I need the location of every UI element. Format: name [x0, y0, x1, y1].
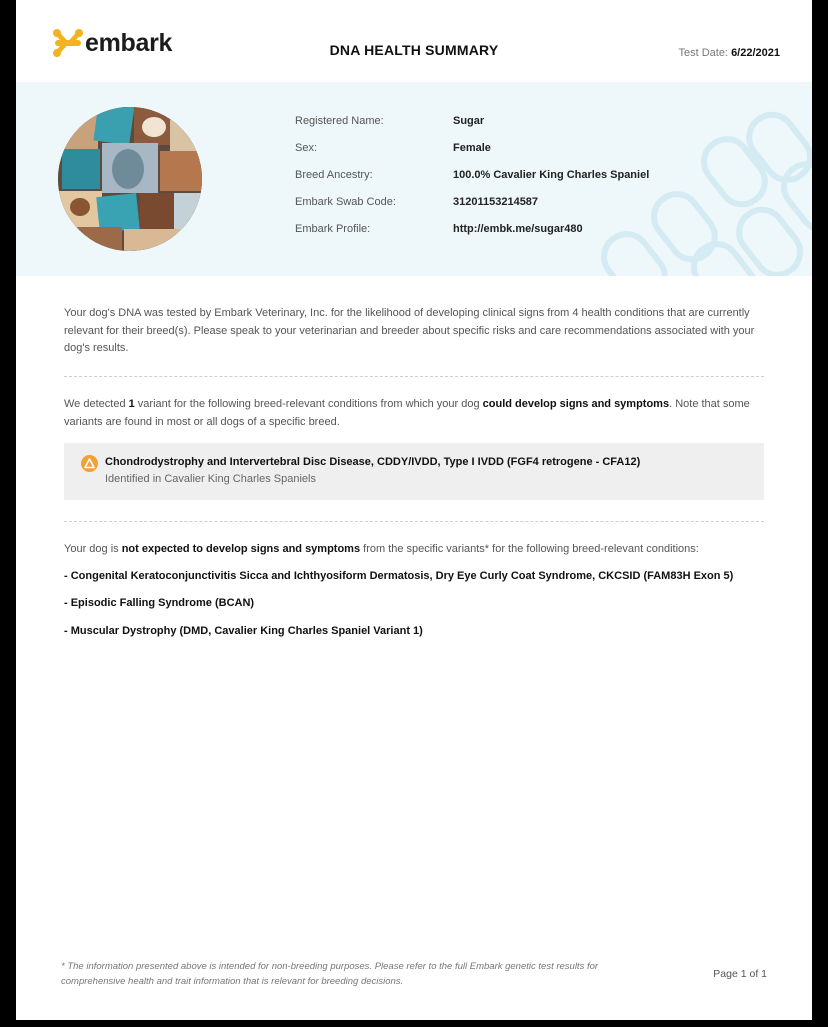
- detected-paragraph: [64, 396, 764, 431]
- detected-count: 1: [128, 398, 135, 410]
- info-row-swab-code: [295, 188, 649, 215]
- detected-suffix: . Note that some variants are found in most or all dogs of a specific breed.: [64, 398, 750, 428]
- info-row-breed-ancestry: [295, 161, 649, 188]
- condition-item: - Congenital Keratoconjunctivitis Sicca and Ichthyosiform Dermatosis, Dry Eye Curly Coat Syndrome, CKCSID (FAM83H Exon 5): [64, 570, 734, 582]
- profile-info: [295, 107, 649, 242]
- sex-value: Female: [453, 141, 491, 154]
- registered-name-value: Sugar: [453, 114, 485, 127]
- variant-card: [64, 443, 764, 500]
- profile-band: [16, 82, 812, 276]
- dog-collage-image: [58, 107, 202, 251]
- condition-item: - Muscular Dystrophy (DMD, Cavalier King Charles Spaniel Variant 1): [64, 625, 423, 637]
- profile-link[interactable]: http://embk.me/sugar480: [453, 222, 583, 235]
- not-expected-suffix: from the specific variants* for the following breed-relevant conditions:: [360, 543, 699, 555]
- detected-emphasis: could develop signs and symptoms: [482, 398, 670, 410]
- info-row-registered-name: [295, 107, 649, 134]
- variant-subtitle: Identified in Cavalier King Charles Spaniels: [105, 473, 316, 485]
- variant-name: Chondrodystrophy and Intervertebral Disc Disease, CDDY/IVDD, Type I IVDD (FGF4 retrogene - CFA12): [105, 456, 641, 468]
- swab-code-value: 31201153214587: [453, 195, 539, 208]
- footnote: * The information presented above is intended for non-breeding purposes. Please refer to the full Embark genetic test results for comprehensive health and trait information that is relevant for breeding decisions.: [61, 961, 599, 987]
- info-label: Embark Profile:: [295, 222, 371, 235]
- dog-photo: [58, 107, 202, 251]
- breed-ancestry-value: 100.0% Cavalier King Charles Spaniel: [453, 168, 650, 181]
- page-title: DNA HEALTH SUMMARY: [329, 42, 499, 58]
- test-date: [678, 47, 780, 59]
- info-row-profile-link: [295, 215, 649, 242]
- condition-item: - Episodic Falling Syndrome (BCAN): [64, 597, 255, 609]
- warning-triangle-icon: [81, 455, 98, 472]
- detected-middle: variant for the following breed-relevant conditions from which your dog: [134, 398, 483, 410]
- divider: [64, 376, 764, 377]
- test-date-value: 6/22/2021: [731, 47, 780, 59]
- not-expected-prefix: Your dog is: [64, 543, 122, 555]
- not-expected-paragraph: [64, 541, 764, 558]
- divider: [64, 521, 764, 522]
- info-row-sex: [295, 134, 649, 161]
- info-label: Breed Ancestry:: [295, 168, 373, 181]
- page-number: Page 1 of 1: [713, 968, 767, 980]
- info-label: Registered Name:: [295, 114, 384, 127]
- detected-prefix: We detected: [64, 398, 129, 410]
- info-label: Embark Swab Code:: [295, 195, 396, 208]
- test-date-label: Test Date:: [678, 47, 728, 59]
- intro-paragraph: Your dog's DNA was tested by Embark Veterinary, Inc. for the likelihood of developing clinical signs from 4 health conditions that are currently relevant for their breed(s). Please speak to your veterinarian and breeder about specific risks and care recommendations associated with your dog's results.: [64, 307, 755, 354]
- brand-name: embark: [85, 28, 173, 57]
- not-expected-emphasis: not expected to develop signs and symptoms: [121, 543, 361, 555]
- info-label: Sex:: [295, 141, 318, 154]
- report-page: [16, 0, 812, 1020]
